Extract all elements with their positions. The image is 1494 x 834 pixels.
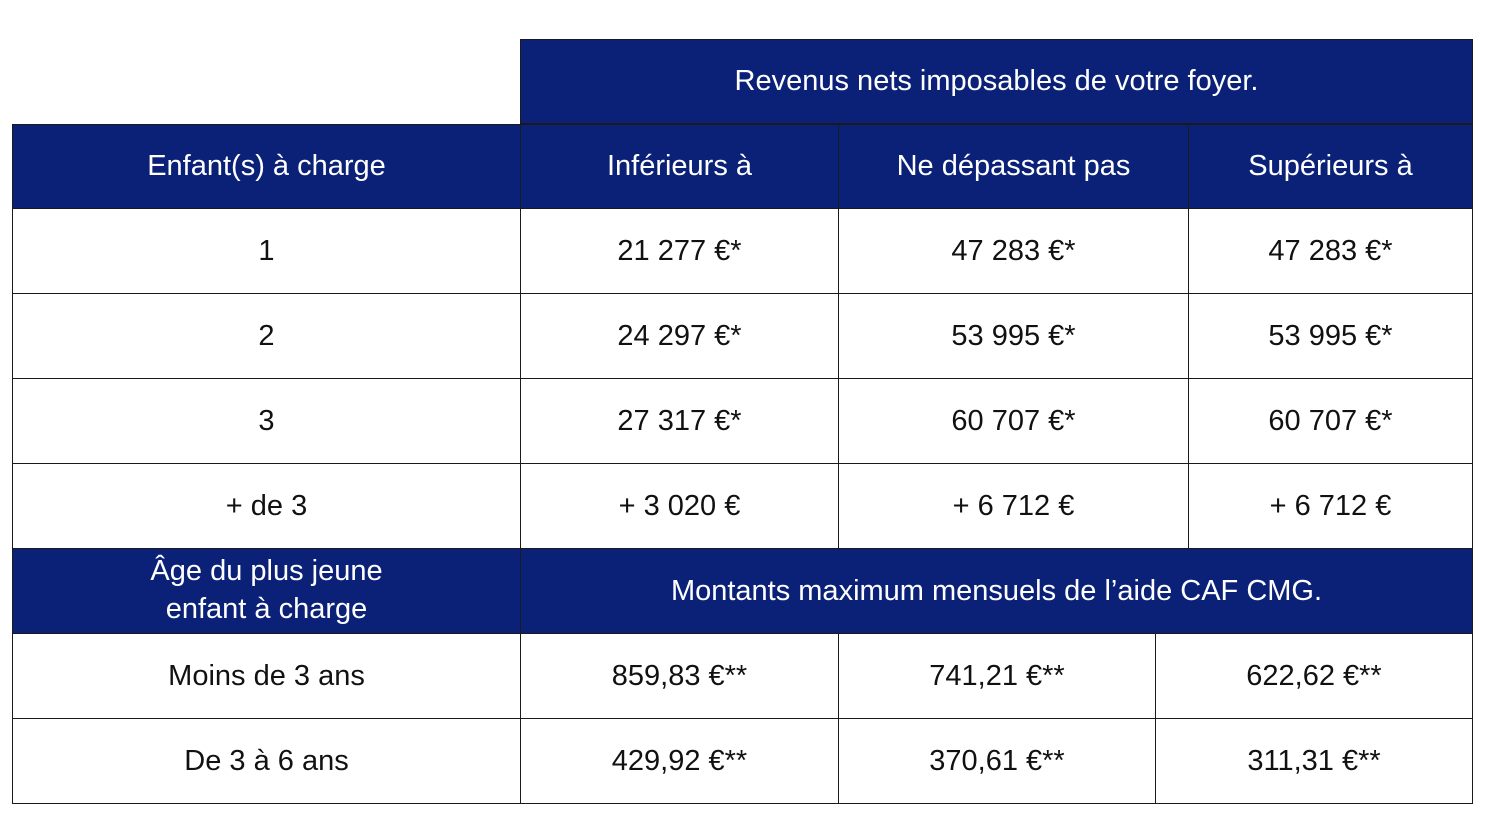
- above-header: Supérieurs à: [1188, 124, 1473, 209]
- children-count-cell: + de 3: [12, 464, 520, 549]
- not-exceeding-value-cell: 53 995 €*: [838, 294, 1188, 379]
- amount-high-cell: 622,62 €**: [1155, 634, 1473, 719]
- amount-mid-cell: 741,21 €**: [838, 634, 1155, 719]
- age-header: [12, 549, 520, 634]
- amounts-header-row: [12, 549, 1473, 634]
- above-value-cell: 47 283 €*: [1188, 209, 1473, 294]
- above-value-cell: 53 995 €*: [1188, 294, 1473, 379]
- caf-cmg-table: [12, 39, 1473, 804]
- amount-high-cell: 311,31 €**: [1155, 719, 1473, 804]
- below-header: Inférieurs à: [520, 124, 838, 209]
- amount-mid-cell: 370,61 €**: [838, 719, 1155, 804]
- age-cell: De 3 à 6 ans: [12, 719, 520, 804]
- amount-low-cell: 429,92 €**: [520, 719, 838, 804]
- below-value-cell: 27 317 €*: [520, 379, 838, 464]
- not-exceeding-header: Ne dépassant pas: [838, 124, 1188, 209]
- amounts-header: Montants maximum mensuels de l’aide CAF CMG.: [520, 549, 1473, 634]
- not-exceeding-value-cell: 60 707 €*: [838, 379, 1188, 464]
- age-cell: Moins de 3 ans: [12, 634, 520, 719]
- above-value-cell: + 6 712 €: [1188, 464, 1473, 549]
- children-header: Enfant(s) à charge: [12, 124, 520, 209]
- below-value-cell: + 3 020 €: [520, 464, 838, 549]
- table-row: [12, 634, 1473, 719]
- not-exceeding-value-cell: + 6 712 €: [838, 464, 1188, 549]
- children-count-cell: 1: [12, 209, 520, 294]
- income-header-row: [12, 39, 1473, 124]
- children-count-cell: 3: [12, 379, 520, 464]
- table-row: [12, 379, 1473, 464]
- column-header-row: [12, 124, 1473, 209]
- income-header: Revenus nets imposables de votre foyer.: [520, 39, 1473, 124]
- amount-low-cell: 859,83 €**: [520, 634, 838, 719]
- not-exceeding-value-cell: 47 283 €*: [838, 209, 1188, 294]
- below-value-cell: 24 297 €*: [520, 294, 838, 379]
- children-count-cell: 2: [12, 294, 520, 379]
- table-row: [12, 719, 1473, 804]
- below-value-cell: 21 277 €*: [520, 209, 838, 294]
- age-header-line-2: enfant à charge: [165, 593, 368, 625]
- above-value-cell: 60 707 €*: [1188, 379, 1473, 464]
- age-header-line-1: Âge du plus jeune: [150, 555, 383, 588]
- table-row: [12, 464, 1473, 549]
- table-row: [12, 294, 1473, 379]
- table-row: [12, 209, 1473, 294]
- empty-corner-cell: [12, 39, 520, 124]
